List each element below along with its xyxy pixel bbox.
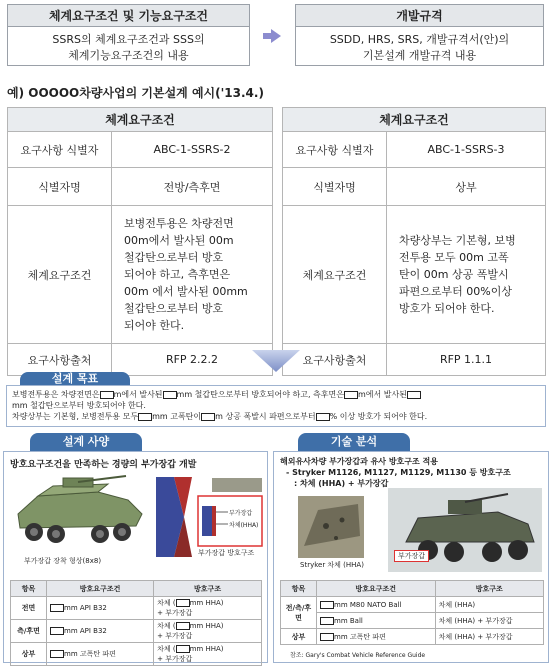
body-label: 차체(HHA): [229, 522, 259, 529]
blank-field: [320, 617, 334, 625]
design-spec-title: 설계 사양: [30, 433, 142, 451]
row-label: 식별자명: [8, 168, 112, 206]
stryker-body-photo: [298, 496, 364, 558]
design-spec-panel: [3, 451, 268, 663]
down-arrow-icon: [252, 350, 300, 376]
table-row: 측/후면 mm API B32 차체 ( mm HHA) + 부가장갑: [11, 620, 262, 643]
tech-analysis-table: 항목 방호요구조건 방호구조 전/측/후면 mm M80 NATO Ball 차체 (HHA) mm Ball 차체 (HHA) + 부가장갑 상부 mm 고폭탄 파편 차체 (HHA) + 부가장갑: [280, 580, 544, 645]
design-spec-table: 항목 방호요구조건 방호구조 전면 mm API B32 차체 ( mm HHA) + 부가장갑 측/후면 mm API B32 차체 ( mm HHA) + 부가장갑 상부 mm 고폭탄 파편 차체 ( mm HHA) + 부가장갑: [10, 580, 262, 666]
source-note: 참조: Gary's Combat Vehicle Reference Guide: [290, 652, 426, 659]
blank-field: [344, 391, 358, 399]
blank-field: [100, 391, 114, 399]
blank-field: [176, 645, 190, 653]
blank-field: [50, 627, 64, 635]
tech-line-1: 해외유사차량 부가장갑과 유사 방호구조 적용: [280, 457, 438, 466]
tech-analysis-panel: [273, 451, 549, 663]
blank-field: [176, 599, 190, 607]
row-value: ABC-1-SSRS-3: [387, 132, 546, 168]
blank-field: [50, 604, 64, 612]
requirements-box: [7, 4, 250, 66]
table-row: 전면 mm API B32 차체 ( mm HHA) + 부가장갑: [11, 597, 262, 620]
blank-field: [201, 413, 215, 421]
table-header: 체계요구조건: [283, 108, 546, 132]
blank-field: [50, 650, 64, 658]
requirement-text: 차량상부는 기본형, 보병 전투용 모두 00m 고폭 탄이 00m 상공 폭발시 파편으로부터 00%이상 방호가 되어야 한다.: [387, 206, 546, 344]
design-goal-tab: [20, 372, 130, 385]
blank-field: [407, 391, 421, 399]
row-label: 요구사항 식별자: [283, 132, 387, 168]
vehicle-image: [8, 474, 148, 554]
example-heading: 예) OOOOO차량사업의 기본설계 예시('13.4.): [7, 86, 264, 100]
dev-spec-line-1: SSDD, HRS, SRS, 개발규격서(안)의: [329, 33, 510, 46]
row-value: ABC-1-SSRS-2: [112, 132, 273, 168]
design-spec-subtitle: 방호요구조건을 만족하는 경량의 부가장갑 개발: [10, 460, 197, 470]
row-value: 전방/측후면: [112, 168, 273, 206]
armor-label: 부가장갑: [229, 510, 253, 517]
tech-line-2: - Stryker M1126, M1127, M1129, M1130 등 방호구조: [286, 468, 511, 477]
tech-line-3: : 차체 (HHA) + 부가장갑: [294, 479, 389, 488]
table-header: 체계요구조건: [8, 108, 273, 132]
row-value: RFP 1.1.1: [387, 344, 546, 376]
requirement-text: 보병전투용은 차량전면 00m에서 발사된 00m 철갑탄으로부터 방호 되어야 하고, 측후면은 00m 에서 발사된 00mm 철갑탄으로부터 방호 되어야 한다.: [112, 206, 273, 344]
design-goal-panel: 보병전투용은 차량전면은 m에서 발사된 mm 철갑탄으로부터 방호되어야 하고, 측후면은 m에서 발사된 mm 철갑탄으로부터 방호되어야 한다. 차량상부는 기본형, 보병전투용 모두 mm 고폭탄이 m 상공 폭발시 파편으로부터 % 이상 방호가 되어야 한다.: [6, 385, 546, 427]
armor-caption: 부가장갑 방호구조: [198, 549, 255, 557]
table-row: 상부 mm 고폭탄 파편 차체 (HHA) + 부가장갑: [281, 629, 544, 645]
requirements-box-title: 체계요구조건 및 기능요구조건: [8, 5, 249, 27]
tech-analysis-title: 기술 분석: [298, 433, 410, 451]
row-value: RFP 2.2.2: [112, 344, 273, 376]
blank-field: [163, 391, 177, 399]
design-goal-title: 설계 목표: [20, 372, 130, 385]
dev-spec-box: [295, 4, 544, 66]
row-label: 체계요구조건: [8, 206, 112, 344]
table-row: mm Ball 차체 (HHA) + 부가장갑: [281, 613, 544, 629]
dev-spec-box-title: 개발규격: [296, 5, 543, 27]
stryker-body-caption: Stryker 차체 (HHA): [300, 561, 364, 569]
row-value: 상부: [387, 168, 546, 206]
blank-field: [176, 622, 190, 630]
right-arrow-icon: [263, 29, 281, 43]
row-label: 체계요구조건: [283, 206, 387, 344]
blank-field: [316, 413, 330, 421]
row-label: 요구사항출처: [8, 344, 112, 376]
table-row: 상부 mm 고폭탄 파편 차체 ( mm HHA) + 부가장갑: [11, 643, 262, 666]
blank-field: [320, 601, 334, 609]
blank-field: [320, 633, 334, 641]
row-label: 요구사항출처: [283, 344, 387, 376]
armor-photo-label: 부가장갑: [394, 550, 429, 562]
requirements-table-left: [7, 107, 273, 376]
requirements-line-2: 체계기능요구조건의 내용: [68, 49, 189, 62]
table-row: 전/측/후면 mm M80 NATO Ball 차체 (HHA): [281, 597, 544, 613]
requirements-table-right: [282, 107, 546, 376]
dev-spec-line-2: 기본설계 개발규격 내용: [362, 49, 477, 62]
tech-analysis-tab: [298, 433, 410, 451]
blank-field: [138, 413, 152, 421]
row-label: 식별자명: [283, 168, 387, 206]
requirements-line-1: SSRS의 체계요구조건과 SSS의: [52, 33, 205, 46]
vehicle-caption: 부가장갑 장착 형상(8x8): [24, 557, 102, 565]
design-spec-tab: [30, 433, 142, 451]
row-label: 요구사항 식별자: [8, 132, 112, 168]
